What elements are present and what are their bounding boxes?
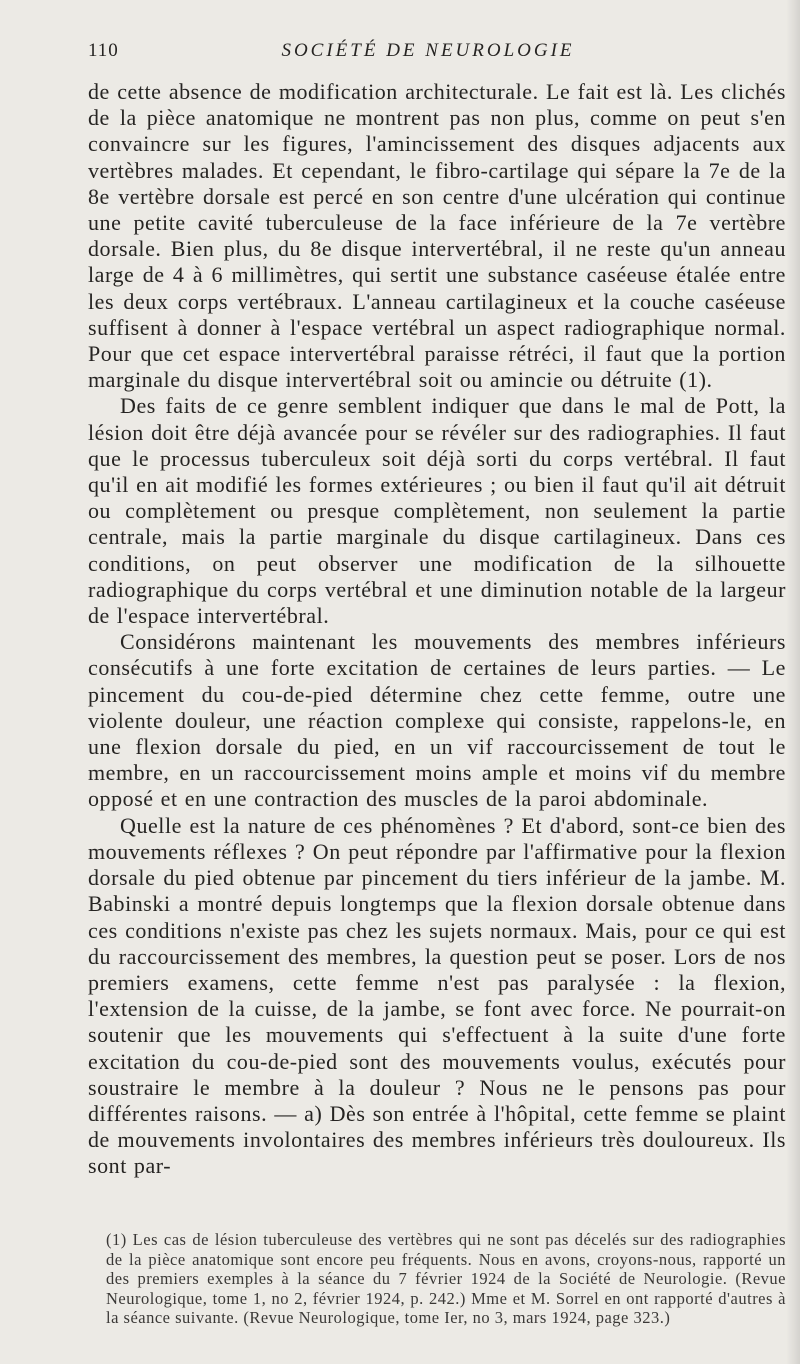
footnote-text: (1) Les cas de lésion tuberculeuse des vertèbres qui ne sont pas décelés sur des radiographies de la pièce anatomique sont encore peu fréquents. Nous en avons, croyons-nous, rapporté un des premiers exemples à la séance du 7 février 1924 de la Société de Neurologie. (Revue Neurologique, tome 1, no 2, février 1924, p. 242.) Mme et M. Sorrel en ont rapporté d'autres à la séance suivante. (Revue Neurologique, tome Ier, no 3, mars 1924, page 323.) — [106, 1230, 786, 1327]
paragraph-3: Considérons maintenant les mouvements des membres inférieurs consécutifs à une forte excitation de certaines de leurs parties. — Le pincement du cou-de-pied détermine chez cette femme, outre une violente douleur, une réaction complexe qui consiste, rappelons-le, en une flexion dorsale du pied, en un vif raccourcissement de tout le membre, en un raccourcissement moins ample et moins vif du membre opposé et en une contraction des muscles de la paroi abdominale. — [88, 629, 786, 812]
paragraph-4: Quelle est la nature de ces phénomènes ? Et d'abord, sont-ce bien des mouvements réflexes ? On peut répondre par l'affirmative pour la flexion dorsale du pied obtenue par pincement du tiers inférieur de la jambe. M. Babinski a montré depuis longtemps que la flexion dorsale obtenue dans ces conditions n'existe pas chez les sujets normaux. Mais, pour ce qui est du raccourcissement des membres, la question peut se poser. Lors de nos premiers examens, cette femme n'est pas paralysée : la flexion, l'extension de la cuisse, de la jambe, se font avec force. Ne pourrait-on soutenir que les mouvements qui s'effectuent à la suite d'une forte excitation du cou-de-pied sont des mouvements voulus, exécutés pour soustraire le membre à la douleur ? Nous ne le pensons pas pour différentes raisons. — a) Dès son entrée à l'hôpital, cette femme se plaint de mouvements involontaires des membres inférieurs très douloureux. Ils sont par- — [88, 812, 786, 1179]
running-head: SOCIÉTÉ DE NEUROLOGIE — [281, 40, 575, 61]
page-number: 110 — [88, 40, 119, 61]
footnote — [106, 1230, 786, 1328]
page-edge-shadow — [786, 0, 800, 1364]
paragraph-2: Des faits de ce genre semblent indiquer que dans le mal de Pott, la lésion doit être déjà avancée pour se révéler sur des radiographies. Il faut que le processus tuberculeux soit déjà sorti du corps vertébral. Il faut qu'il en ait modifié les formes extérieures ; ou bien il faut qu'il ait détruit ou complètement ou presque complètement, non seulement la partie centrale, mais la partie marginale du disque cartilagineux. Dans ces conditions, on peut observer une modification de la silhouette radiographique du corps vertébral et une diminution notable de la largeur de l'espace intervertébral. — [88, 393, 786, 629]
page-header — [88, 40, 768, 70]
paragraph-1: de cette absence de modification architecturale. Le fait est là. Les clichés de la pièce anatomique ne montrent pas non plus, comme on peut s'en convaincre sur les figures, l'amincissement des disques adjacents aux vertèbres malades. Et cependant, le fibro-cartilage qui sépare la 7e de la 8e vertèbre dorsale est percé en son centre d'une ulcération qui continue une petite cavité tuberculeuse de la face inférieure de la 7e vertèbre dorsale. Bien plus, du 8e disque intervertébral, il ne reste qu'un anneau large de 4 à 6 millimètres, qui sertit une substance caséeuse étalée entre les deux corps vertébraux. L'anneau cartilagineux et la couche caséeuse suffisent à donner à l'espace vertébral un aspect radiographique normal. Pour que cet espace intervertébral paraisse rétréci, il faut que la portion marginale du disque intervertébral soit ou amincie ou détruite (1). — [88, 79, 786, 393]
body-text — [88, 79, 786, 1180]
